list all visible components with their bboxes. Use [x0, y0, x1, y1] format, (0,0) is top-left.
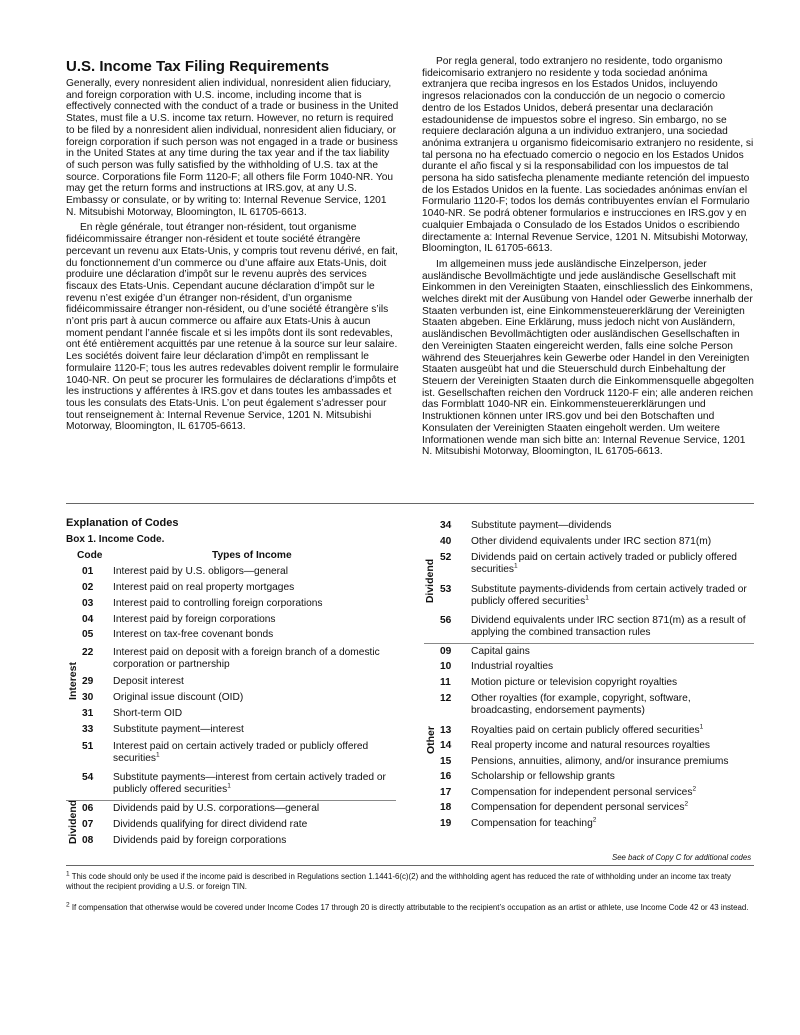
code-description: Deposit interest	[113, 676, 184, 687]
footnote-2: $^2$ If compensation that otherwise would be covered under Income Codes 17 through 20 is directly attributable to the recipient’s occupation as an artist or athlete, use Income Code 42 or 43 instead.	[66, 901, 749, 912]
german-paragraph: Im allgemeinen muss jede ausländische Einzelperson, jeder ausländische Bevollmächtigte und jede ausländische Gesellschaft mit Einkommen in den Vereinigten Staaten, einschliesslich des Einkommens, welches direkt mit der Ausübung von Handel oder Gewerbe innerhalb der Staaten verbunden ist, eine Einkommensteuererklärung der Vereinigten Staaten abgeben. Eine Erklärung, muss jedoch nicht von Ausländern, ausländischen Bevollmächtigten oder ausländischen Gesellschaften in den Vereinigten Staaten eingereicht werden, falls eine solche Person während des Steuerjahres kein Gewerbe oder Handel in den Vereinigten Staaten ausgeübt hat und die Steuerschuld durch Einbehaltung der Steuern der Vereinigten Staaten durch die Einkommensquelle abgegolten ist. Gesellschaften reichen den Vordruck 1120-F ein; alle anderen reichen das Formblatt 1040-NR ein. Einkommensteuererklärungen und Instruktionen können unter IRS.gov und bei den Botschaften und Konsulaten der Vereinigten Staaten eingeholt werden. Um weitere Informationen wende man sich bitte an: Internal Revenue Service, 1201 N. Mitsubishi Motorway, Bloomington, IL 61705-6613.	[422, 258, 754, 458]
code-number: 33	[82, 724, 94, 735]
code-number: 07	[82, 819, 94, 830]
code-description: Original issue discount (OID)	[113, 692, 244, 703]
code-number: 18	[440, 802, 452, 813]
code-number: 52	[440, 552, 452, 563]
code-description: Substitute payment—interest	[113, 724, 244, 735]
code-number: 01	[82, 566, 94, 577]
french-paragraph: En règle générale, tout étranger non-résident, tout organisme fidéicommissaire étranger non-résident et toute société étrangère percevant un revenu aux Etats-Unis, y compris tout revenu dérivé, en fait, du fonctionnement d’un commerce ou d’une affaire aux Etats-Unis, doit produire une déclaration d’impôt sur le revenu auprès des services fiscaux des Etats-Unis. Cependant aucune déclaration d’impôt sur le revenu n’est exigée d’un étranger non-résident, d’un organisme fidéicommissaire étranger non-résident, ou d’une société étrangère s’ils n’ont pris part à aucun commerce ou affaire aux Etats-Unis à aucun moment pendant l’année fiscale et si les impôts dont ils sont redevables, ont été entièrement acquittés par une retenue à la source sur leur salaire. Les sociétés doivent faire leur déclaration d’impôt en remplissant le formulaire 1120-F; tous les autres redevables doivent remplir le formulaire 1040-NR. On peut se procurer les formulaires de déclarations d’impôts et les instructions y afférentes à IRS.gov et dans toutes les ambassades et tous les consulats des Etats-Unis. L’on peut également s’adresser pour tout renseignement à: Internal Revenue Service, 1201 N. Mitsubishi Motorway, Bloomington, IL 61705-6613.	[66, 222, 399, 433]
spanish-paragraph: Por regla general, todo extranjero no residente, todo organismo fideicomisario extranjero no residente y toda sociedad anónima extranjera que reciba ingresos en los Estados Unidos, incluyendo ingresos relacionados con la conducción de un negocio o comercio dentro de los Estados Unidos, deberá presentar una declaración estadounidense de impuestos sobre el ingreso. Sin embargo, no se requiere declaración alguna a un individuo extranjero, una sociedad anónima extranjera u organismo fideicomisario extranjero no residente, si tal persona no ha efectuado comercio o negocio en los Estados Unidos durante el año fiscal y si la responsabilidad con los impuestos de tal persona ha sido satisfecha plenamente mediante retención del impuesto de los Estados Unidos en la fuente. Las sociedades anónimas envían el Formulario 1120-F; todos los demás contribuyentes envían el Formulario 1040-NR. Se podrá obtener formularios e instrucciones en IRS.gov y en cualquier Embajada o Consulado de los Estados Unidos o escribiendo directamente a: Internal Revenue Service, 1201 N. Mitsubishi Motorway, Bloomington, IL 61705-6613.	[422, 56, 754, 255]
code-description: Other royalties (for example, copyright, software, broadcasting, endorsement payments)	[471, 693, 691, 716]
code-description: Interest paid by U.S. obligors—general	[113, 566, 288, 577]
box-heading: Box 1. Income Code.	[66, 534, 165, 545]
code-description: Dividends paid by U.S. corporations—general	[113, 803, 320, 814]
code-description: Interest paid on deposit with a foreign branch of a domestic corporation or partnership	[113, 647, 380, 670]
code-description: Capital gains	[471, 646, 530, 657]
code-number: 05	[82, 629, 94, 640]
code-description: Industrial royalties	[471, 661, 554, 672]
code-description: Interest on tax-free covenant bonds	[113, 629, 274, 640]
code-number: 16	[440, 771, 452, 782]
code-description: Substitute payment—dividends	[471, 520, 612, 531]
page-title: U.S. Income Tax Filing Requirements	[66, 58, 330, 75]
see-back-note: See back of Copy C for additional codes	[612, 853, 752, 862]
code-number: 09	[440, 646, 452, 657]
code-description: Compensation for teaching$^2$	[471, 816, 597, 829]
code-number: 13	[440, 725, 452, 736]
code-description: Interest paid by foreign corporations	[113, 614, 276, 625]
code-number: 29	[82, 676, 94, 687]
code-number: 04	[82, 614, 94, 625]
types-column-header: Types of Income	[212, 550, 292, 561]
code-description: Pensions, annuities, alimony, and/or insurance premiums	[471, 756, 729, 767]
other-group-label: Other	[425, 726, 437, 755]
code-number: 40	[440, 536, 452, 547]
code-description: Interest paid on real property mortgages	[113, 582, 295, 593]
code-number: 12	[440, 693, 452, 704]
code-number: 15	[440, 756, 452, 767]
code-number: 10	[440, 661, 452, 672]
code-number: 34	[440, 520, 452, 531]
code-description: Compensation for dependent personal services$^2$	[471, 800, 689, 813]
code-number: 54	[82, 772, 94, 783]
code-number: 14	[440, 740, 452, 751]
footnote-divider	[66, 865, 754, 866]
code-number: 17	[440, 787, 452, 798]
code-number: 19	[440, 818, 452, 829]
code-description: Substitute payments-dividends from certain actively traded or publicly offered securities$^1$	[471, 584, 747, 607]
code-description: Motion picture or television copyright royalties	[471, 677, 678, 688]
code-description: Royalties paid on certain publicly offered securities$^1$	[471, 723, 704, 736]
code-number: 11	[440, 677, 451, 688]
code-number: 06	[82, 803, 94, 814]
code-description: Real property income and natural resources royalties	[471, 740, 710, 751]
code-description: Dividend equivalents under IRC section 871(m) as a result of applying the combined transaction rules	[471, 615, 746, 638]
code-description: Short-term OID	[113, 708, 183, 719]
dividend-group-label-right: Dividend	[424, 558, 436, 604]
code-number: 02	[82, 582, 94, 593]
code-description: Dividends qualifying for direct dividend rate	[113, 819, 308, 830]
interest-group-label: Interest	[67, 662, 79, 700]
left-column	[66, 58, 399, 437]
code-description: Dividends paid on certain actively traded or publicly offered securities$^1$	[471, 552, 737, 575]
code-number: 30	[82, 692, 94, 703]
code-number: 03	[82, 598, 94, 609]
group-divider	[424, 643, 754, 644]
code-number: 53	[440, 584, 452, 595]
code-description: Other dividend equivalents under IRC section 871(m)	[471, 536, 712, 547]
code-number: 31	[82, 708, 94, 719]
code-description: Compensation for independent personal services$^2$	[471, 785, 697, 798]
code-number: 51	[82, 741, 94, 752]
right-column	[422, 56, 754, 462]
english-paragraph: Generally, every nonresident alien individual, nonresident alien fiduciary, and foreign corporation with U.S. income, including income that is effectively connected with the conduct of a trade or business in the United States, must file a U.S. income tax return. However, no return is required to be filed by a nonresident alien individual, nonresident alien fiduciary, or foreign corporation if such person was not engaged in a trade or business in the United States at any time during the tax year and if the tax liability of such person was fully satisfied by the withholding of U.S. tax at the source. Corporations file Form 1120-F; all others file Form 1040-NR. You may get the return forms and instructions at IRS.gov, at any U.S. Embassy or consulate, or by writing to: Internal Revenue Service, 1201 N. Mitsubishi Motorway, Bloomington, IL 61705-6613.	[66, 78, 399, 218]
group-divider	[66, 800, 396, 801]
code-description: Interest paid to controlling foreign corporations	[113, 598, 323, 609]
codes-heading: Explanation of Codes	[66, 517, 179, 529]
code-column-header: Code	[77, 550, 103, 561]
code-number: 08	[82, 835, 94, 846]
code-description: Dividends paid by foreign corporations	[113, 835, 287, 846]
code-description: Interest paid on certain actively traded or publicly offered securities$^1$	[113, 741, 369, 764]
dividend-group-label-left: Dividend	[67, 799, 79, 845]
code-description: Substitute payments—interest from certain actively traded or publicly offered securities$^1$	[113, 772, 386, 795]
code-number: 22	[82, 647, 94, 658]
code-number: 56	[440, 615, 452, 626]
code-description: Scholarship or fellowship grants	[471, 771, 615, 782]
section-divider	[66, 503, 754, 504]
footnote-1: $^1$ This code should only be used if the income paid is described in Regulations section 1.1441-6(c)(2) and the withholding agent has reduced the rate of withholding under an income tax treaty without the recipient providing a U.S. or foreign TIN.	[66, 870, 731, 891]
